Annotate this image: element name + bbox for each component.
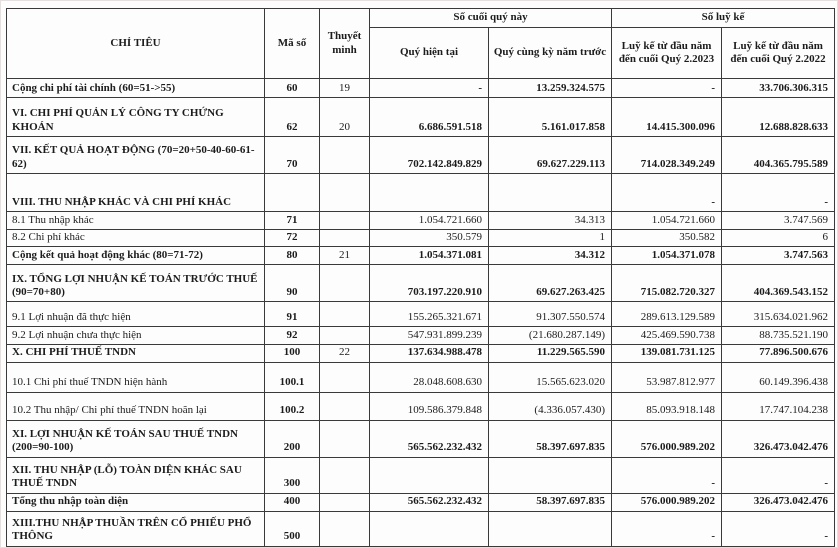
row-value-ytd-2023: 1.054.721.660 [612, 212, 722, 230]
row-value-quarter-prior: 34.313 [489, 212, 612, 230]
row-label: XI. LỢI NHUẬN KẾ TOÁN SAU THUẾ TNDN (200=90-100) [7, 420, 265, 457]
row-value-ytd-2023: - [612, 79, 722, 98]
row-value-quarter-current: 109.586.379.848 [370, 392, 489, 420]
header-so-luy-ke: Số luỹ kế [612, 9, 835, 28]
table-row [7, 392, 835, 420]
row-value-quarter-current: - [370, 79, 489, 98]
row-code: 200 [265, 420, 320, 457]
row-code: 80 [265, 247, 320, 265]
row-code: 300 [265, 457, 320, 493]
row-code: 100 [265, 345, 320, 362]
row-value-quarter-prior: 1 [489, 230, 612, 247]
row-value-ytd-2022: 12.688.828.633 [722, 98, 835, 137]
row-value-quarter-current: 703.197.220.910 [370, 265, 489, 302]
row-value-quarter-current: 702.142.849.829 [370, 137, 489, 174]
row-code: 70 [265, 137, 320, 174]
table-row [7, 265, 835, 302]
header-quy-hien-tai: Quý hiện tại [370, 28, 489, 79]
table-row [7, 247, 835, 265]
row-label: 8.2 Chi phí khác [7, 230, 265, 247]
header-quy-cung-ky: Quý cùng kỳ năm trước [489, 28, 612, 79]
row-label: 8.1 Thu nhập khác [7, 212, 265, 230]
row-value-quarter-current: 1.054.371.081 [370, 247, 489, 265]
row-note [320, 302, 370, 327]
row-value-ytd-2022: 404.369.543.152 [722, 265, 835, 302]
row-value-ytd-2023: 425.469.590.738 [612, 327, 722, 345]
row-value-quarter-current: 155.265.321.671 [370, 302, 489, 327]
row-label: 9.1 Lợi nhuận đã thực hiện [7, 302, 265, 327]
row-code: 500 [265, 511, 320, 546]
row-value-ytd-2023: 14.415.300.096 [612, 98, 722, 137]
row-note [320, 265, 370, 302]
table-row [7, 302, 835, 327]
row-value-quarter-current [370, 511, 489, 546]
row-value-ytd-2022: 404.365.795.589 [722, 137, 835, 174]
table-row [7, 420, 835, 457]
row-label: XII. THU NHẬP (LỖ) TOÀN DIỆN KHÁC SAU THUẾ TNDN [7, 457, 265, 493]
row-value-ytd-2022: 60.149.396.438 [722, 362, 835, 392]
table-row [7, 493, 835, 511]
row-value-ytd-2023: - [612, 457, 722, 493]
row-value-quarter-prior [489, 511, 612, 546]
row-code: 60 [265, 79, 320, 98]
row-value-ytd-2022: 77.896.500.676 [722, 345, 835, 362]
row-value-quarter-prior: 5.161.017.858 [489, 98, 612, 137]
row-value-ytd-2022: - [722, 511, 835, 546]
table-row [7, 174, 835, 212]
row-code: 62 [265, 98, 320, 137]
table-row [7, 362, 835, 392]
row-value-quarter-prior: (4.336.057.430) [489, 392, 612, 420]
row-code [265, 174, 320, 212]
row-value-ytd-2022: - [722, 174, 835, 212]
table-row [7, 212, 835, 230]
row-label: XIII.THU NHẬP THUẦN TRÊN CỔ PHIẾU PHỔ THÔNG [7, 511, 265, 546]
row-value-ytd-2023: 715.082.720.327 [612, 265, 722, 302]
row-value-quarter-prior: 58.397.697.835 [489, 493, 612, 511]
row-value-ytd-2023: 289.613.129.589 [612, 302, 722, 327]
row-value-quarter-current: 1.054.721.660 [370, 212, 489, 230]
row-label: VII. KẾT QUẢ HOẠT ĐỘNG (70=20+50-40-60-61-62) [7, 137, 265, 174]
row-note [320, 511, 370, 546]
row-label: Tổng thu nhập toàn diện [7, 493, 265, 511]
row-value-ytd-2022: 315.634.021.962 [722, 302, 835, 327]
row-label: VI. CHI PHÍ QUẢN LÝ CÔNG TY CHỨNG KHOÁN [7, 98, 265, 137]
row-code: 100.2 [265, 392, 320, 420]
row-value-ytd-2022: 17.747.104.238 [722, 392, 835, 420]
row-value-quarter-current: 6.686.591.518 [370, 98, 489, 137]
row-note [320, 493, 370, 511]
row-value-ytd-2022: - [722, 457, 835, 493]
row-value-quarter-current: 137.634.988.478 [370, 345, 489, 362]
row-note [320, 137, 370, 174]
row-note [320, 392, 370, 420]
row-value-quarter-prior: 13.259.324.575 [489, 79, 612, 98]
row-note [320, 420, 370, 457]
row-label: VIII. THU NHẬP KHÁC VÀ CHI PHÍ KHÁC [7, 174, 265, 212]
row-note [320, 212, 370, 230]
row-value-quarter-prior: 15.565.623.020 [489, 362, 612, 392]
row-label: X. CHI PHÍ THUẾ TNDN [7, 345, 265, 362]
row-value-ytd-2023: 1.054.371.078 [612, 247, 722, 265]
row-value-ytd-2023: 714.028.349.249 [612, 137, 722, 174]
row-value-quarter-current: 28.048.608.630 [370, 362, 489, 392]
row-label: IX. TỔNG LỢI NHUẬN KẾ TOÁN TRƯỚC THUẾ (90=70+80) [7, 265, 265, 302]
row-label: 10.2 Thu nhập/ Chi phí thuế TNDN hoãn lại [7, 392, 265, 420]
row-code: 72 [265, 230, 320, 247]
header-luy-ke-2023: Luỹ kế từ đầu năm đến cuối Quý 2.2023 [612, 28, 722, 79]
header-so-cuoi-quy-nay: Số cuối quý này [370, 9, 612, 28]
row-value-ytd-2023: 53.987.812.977 [612, 362, 722, 392]
table-row [7, 345, 835, 362]
row-value-quarter-current: 350.579 [370, 230, 489, 247]
row-value-ytd-2023: - [612, 511, 722, 546]
row-note [320, 457, 370, 493]
row-code: 400 [265, 493, 320, 511]
row-code: 91 [265, 302, 320, 327]
row-value-quarter-prior: 69.627.229.113 [489, 137, 612, 174]
table-row [7, 327, 835, 345]
row-value-ytd-2023: 576.000.989.202 [612, 420, 722, 457]
row-note: 22 [320, 345, 370, 362]
row-value-quarter-current [370, 174, 489, 212]
row-value-quarter-prior: 69.627.263.425 [489, 265, 612, 302]
header-luy-ke-2022: Luỹ kế từ đầu năm đến cuối Quý 2.2022 [722, 28, 835, 79]
table-body [7, 79, 835, 547]
row-value-quarter-prior: (21.680.287.149) [489, 327, 612, 345]
row-note [320, 230, 370, 247]
header-ma-so: Mã số [265, 9, 320, 79]
table-row [7, 79, 835, 98]
row-code: 92 [265, 327, 320, 345]
row-value-quarter-prior: 11.229.565.590 [489, 345, 612, 362]
row-value-quarter-prior [489, 174, 612, 212]
row-value-quarter-prior [489, 457, 612, 493]
row-value-ytd-2022: 3.747.563 [722, 247, 835, 265]
row-value-quarter-current: 565.562.232.432 [370, 420, 489, 457]
header-thuyet-minh: Thuyết minh [320, 9, 370, 79]
table-row [7, 457, 835, 493]
row-value-quarter-current: 565.562.232.432 [370, 493, 489, 511]
table-header [7, 9, 835, 79]
row-value-quarter-current: 547.931.899.239 [370, 327, 489, 345]
row-value-ytd-2022: 6 [722, 230, 835, 247]
row-value-ytd-2023: 85.093.918.148 [612, 392, 722, 420]
row-note: 21 [320, 247, 370, 265]
row-value-ytd-2022: 3.747.569 [722, 212, 835, 230]
row-code: 90 [265, 265, 320, 302]
row-label: 10.1 Chi phí thuế TNDN hiện hành [7, 362, 265, 392]
row-value-quarter-current [370, 457, 489, 493]
table-row [7, 98, 835, 137]
row-label: Cộng chi phí tài chính (60=51->55) [7, 79, 265, 98]
row-value-quarter-prior: 91.307.550.574 [489, 302, 612, 327]
row-value-ytd-2022: 33.706.306.315 [722, 79, 835, 98]
row-note [320, 174, 370, 212]
row-value-ytd-2022: 326.473.042.476 [722, 493, 835, 511]
row-code: 71 [265, 212, 320, 230]
row-value-ytd-2023: - [612, 174, 722, 212]
row-value-ytd-2023: 139.081.731.125 [612, 345, 722, 362]
row-value-ytd-2023: 350.582 [612, 230, 722, 247]
row-label: Cộng kết quả hoạt động khác (80=71-72) [7, 247, 265, 265]
table-row [7, 137, 835, 174]
row-code: 100.1 [265, 362, 320, 392]
row-value-quarter-prior: 58.397.697.835 [489, 420, 612, 457]
table-row [7, 511, 835, 546]
row-value-ytd-2023: 576.000.989.202 [612, 493, 722, 511]
income-statement-table [6, 8, 835, 547]
row-note: 19 [320, 79, 370, 98]
row-note: 20 [320, 98, 370, 137]
table-row [7, 230, 835, 247]
row-value-quarter-prior: 34.312 [489, 247, 612, 265]
row-label: 9.2 Lợi nhuận chưa thực hiện [7, 327, 265, 345]
row-value-ytd-2022: 88.735.521.190 [722, 327, 835, 345]
header-chi-tieu: CHỈ TIÊU [7, 9, 265, 79]
row-note [320, 362, 370, 392]
row-note [320, 327, 370, 345]
row-value-ytd-2022: 326.473.042.476 [722, 420, 835, 457]
